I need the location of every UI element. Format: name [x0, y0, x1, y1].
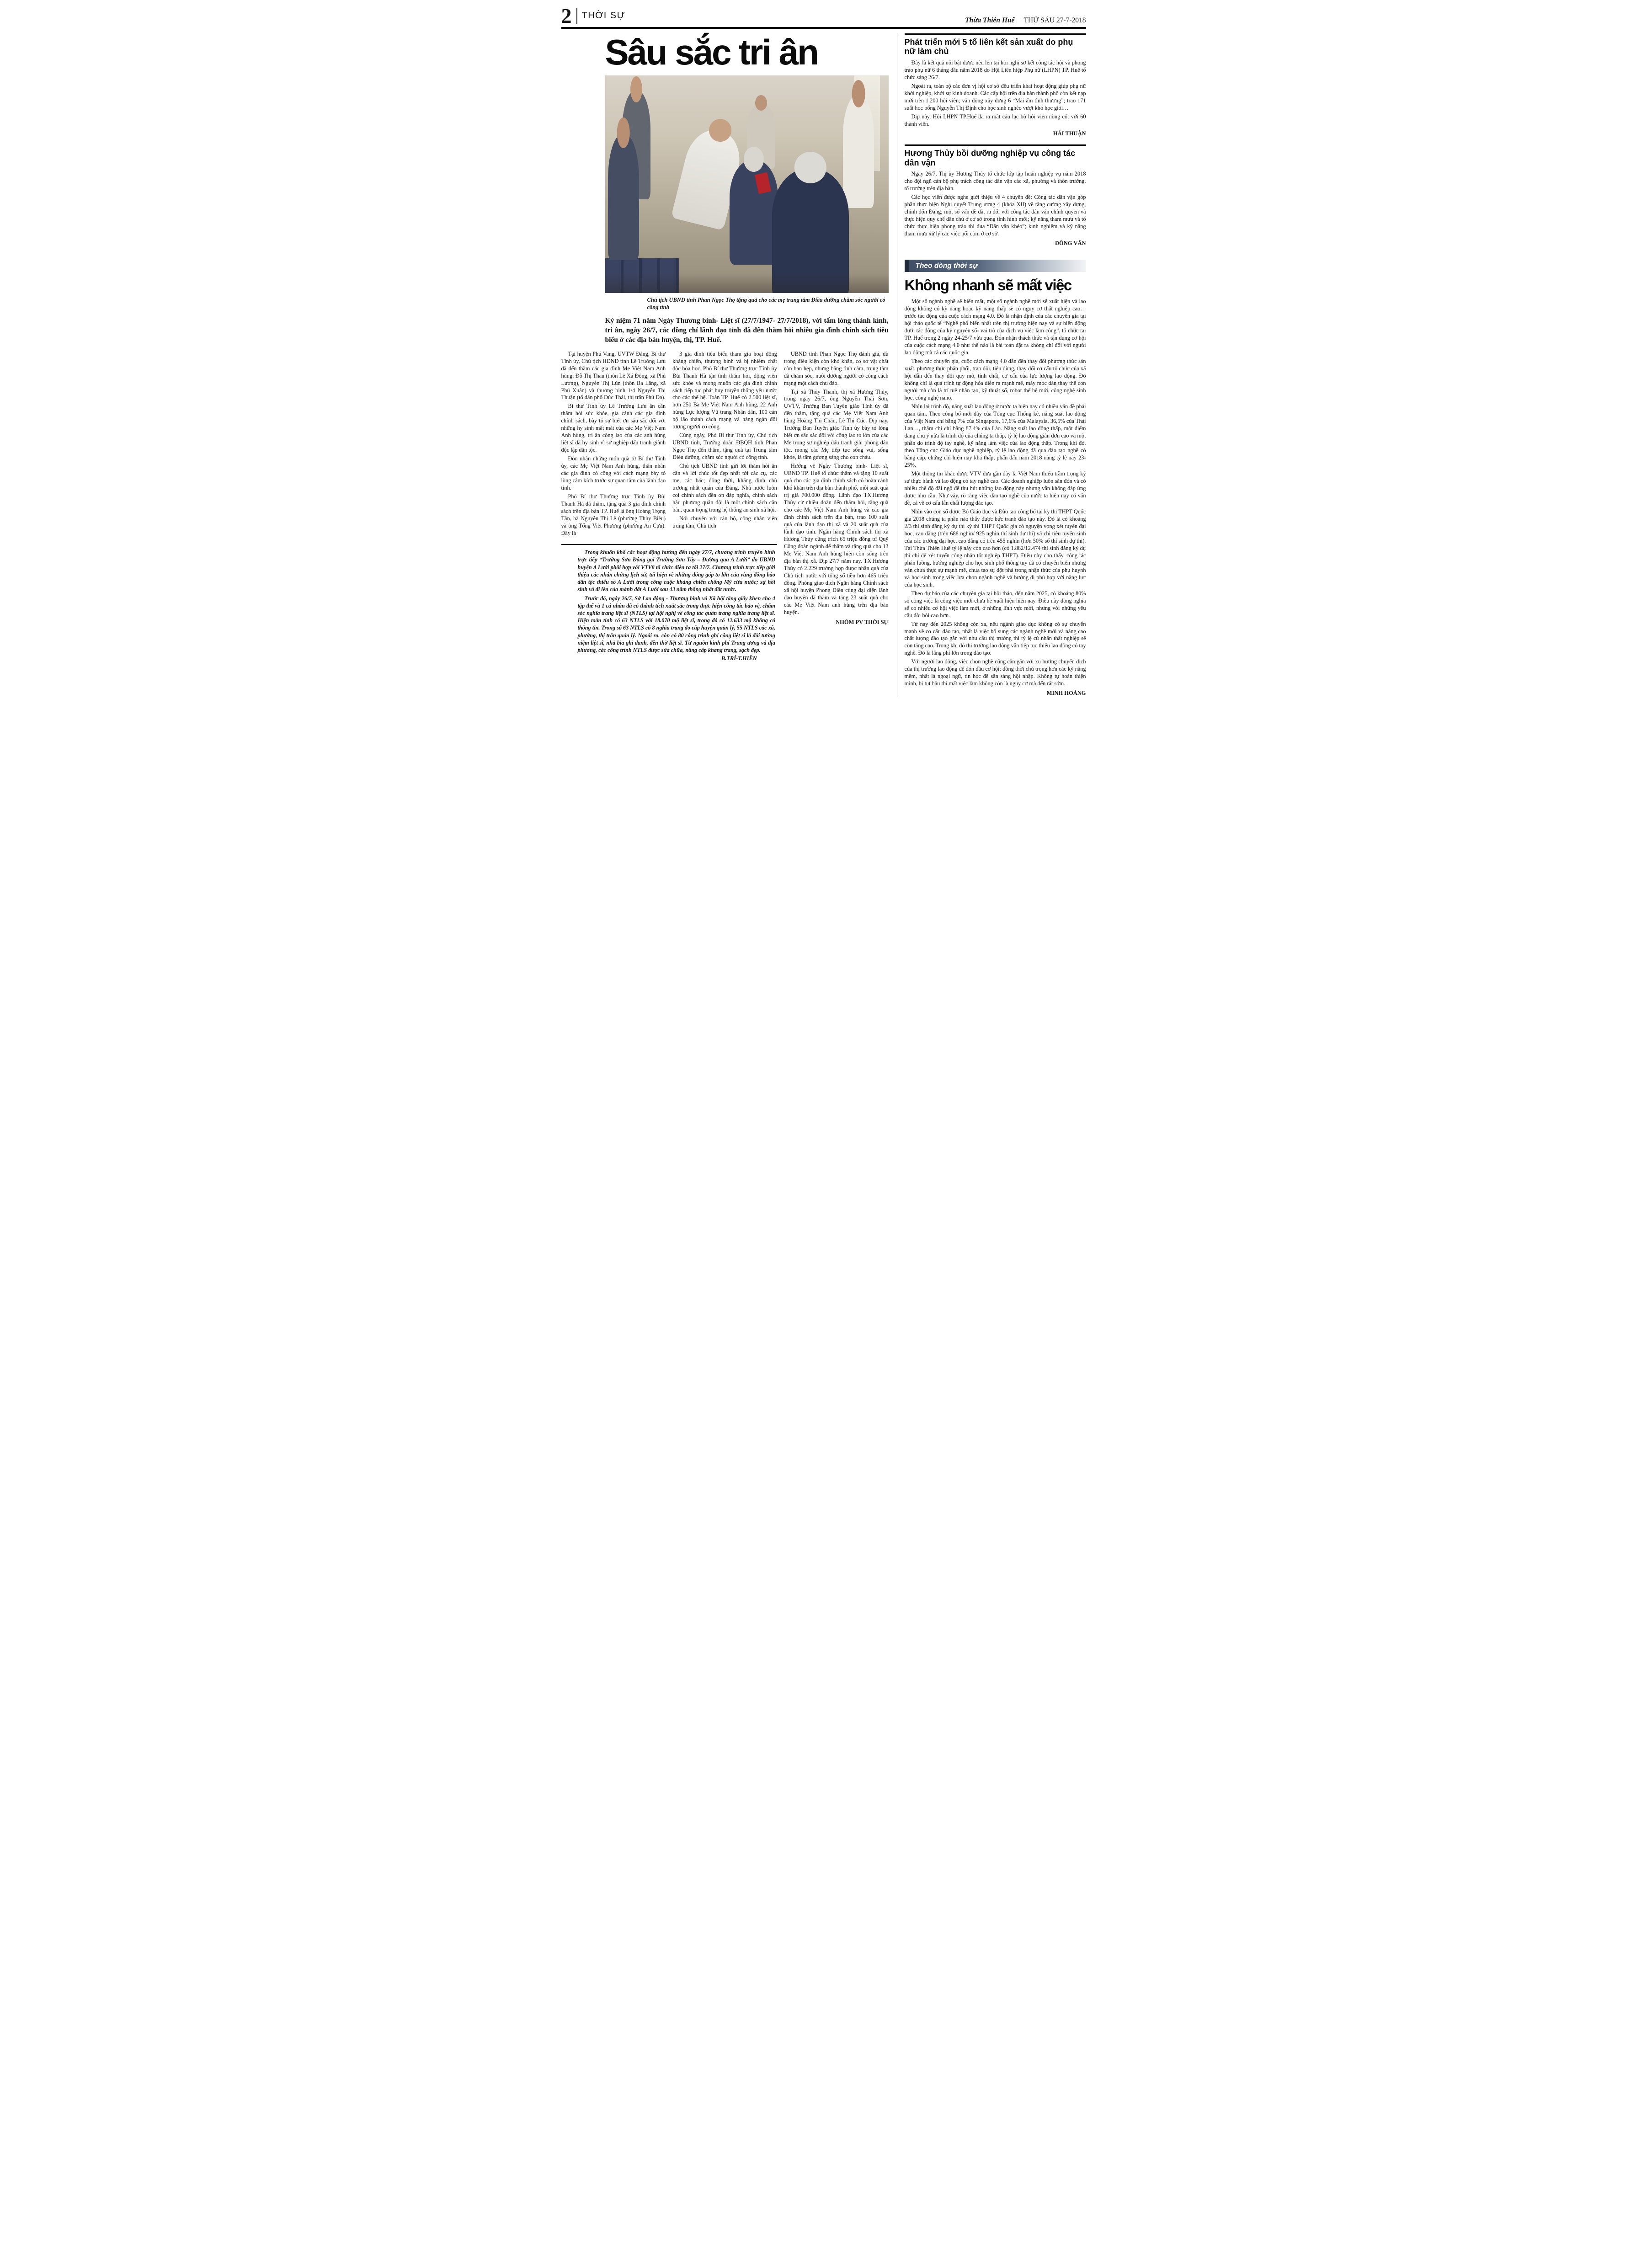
opinion-headline: Không nhanh sẽ mất việc: [904, 277, 1071, 294]
body-column-2: [672, 351, 777, 539]
note-byline: B.TRÍ-T.HIỀN: [721, 655, 757, 662]
paragraph: Phó Bí thư Thường trực Tỉnh ủy Bùi Thanh Hà đã thăm, tặng quà 3 gia đình chính sách trên địa bàn TP. Huế là ông Hoàng Trọng Tân, bà Nguyễn Thị Lê (phường Thủy Biều) và ông Tống Việt Phương (phường An Cựu). Đây là: [561, 493, 666, 537]
paragraph: Từ nay đến 2025 không còn xa, nếu ngành giáo dục không có sự chuyển mạnh về cơ cấu đào tạo, nhất là việc bổ sung các ngành nghề mới và nâng cao chất lượng đào tạo gắn với nhu cầu thị trường thì tỷ lệ cử nhân thất nghiệp sẽ còn tăng cao. Trong khi đó thị trường lao động vẫn tiếp tục thiếu lao động có tay nghề. Đó là lãng phí lớn trong đào tạo.: [904, 620, 1086, 656]
photo-background-shape: [605, 273, 889, 293]
masthead: [561, 4, 1086, 29]
sidebar-article-huong-thuy: [905, 144, 1086, 247]
body-column-3: [784, 351, 889, 662]
article-title: Hương Thủy bồi dưỡng nghiệp vụ công tác dân vận: [904, 148, 1076, 167]
article-byline: HẢI THUẬN: [1053, 130, 1086, 137]
paragraph: 3 gia đình tiêu biểu tham gia hoạt động kháng chiến, thương binh và bị nhiễm chất độc hóa học. Phó Bí thư Thường trực Tỉnh ủy Bùi Thanh Hà tận tình thăm hỏi, động viên sức khỏe và mong muốn các gia đình chính sách tiếp tục phát huy truyền thống yêu nước cho các thế hệ. Toàn TP. Huế có 2.500 liệt sĩ, hơn 250 Bà Mẹ Việt Nam Anh hùng, 22 Anh hùng Lực lượng Vũ trang Nhân dân, 100 cán bộ lão thành cách mạng và hàng ngàn đối tượng người có công.: [672, 350, 777, 430]
lead-paragraph: Kỷ niệm 71 năm Ngày Thương binh- Liệt sĩ (27/7/1947- 27/7/2018), với tấm lòng thành kính, tri ân, ngày 26/7, các đồng chí lãnh đạo tỉnh đã đến thăm hỏi nhiều gia đình chính sách tiêu biểu ở các địa bàn huyện, thị, TP. Huế.: [605, 316, 889, 344]
paragraph: Nhìn vào con số được Bộ Giáo dục và Đào tạo công bố tại kỳ thi THPT Quốc gia 2018 chúng ta phần nào thấy được bức tranh đào tạo này. Đó là có khoảng 2/3 thí sinh đăng ký dự thi kỳ thi THPT Quốc gia có nguyện vọng xét tuyển đại học, cao đẳng (trên 688 nghìn/ 925 nghìn thí sinh dự thi) và chỉ tiêu tuyển sinh của các trường đại học, cao đẳng có trên 455 nghìn (hơn 50% số thí sinh dự thi). Tại Thừa Thiên Huế tỷ lệ này còn cao hơn (có 1.882/12.474 thí sinh đăng ký dự thi chỉ để xét tuyển công nhận tốt nghiệp THPT). Điều này cho thấy, công tác phân luồng, hướng nghiệp cho học sinh phổ thông tuy đã có chuyển biến nhưng vẫn chưa thực sự mạnh mẽ, chưa tạo sự đột phá trong nhận thức của phụ huynh và học sinh trong việc lựa chọn ngành nghề và hướng đi phù hợp với năng lực của học sinh.: [904, 508, 1086, 588]
newspaper-page: [549, 0, 1098, 709]
paragraph: Ngày 26/7, Thị ủy Hương Thủy tổ chức lớp tập huấn nghiệp vụ năm 2018 cho đội ngũ cán bộ phụ trách công tác dân vận các xã, phường và thôn trưởng, tổ trưởng trên địa bàn.: [904, 171, 1086, 192]
paragraph: Ngoài ra, toàn bộ các đơn vị hội cơ sở đều triển khai hoạt động giúp phụ nữ khởi nghiệp, khởi sự kinh doanh. Các cấp hội trên địa bàn thành phố còn kết nạp mới trên 1.200 hội viên; vận động xây dựng 6 “Mái ấm tình thương”; trao 171 suất học bổng Nguyễn Thị Định cho học sinh nghèo vượt khó học giỏi…: [904, 83, 1086, 111]
masthead-left: [561, 4, 626, 27]
page-number: 2: [561, 4, 572, 27]
photo-person-silhouette: [843, 95, 874, 208]
note-paragraph: Trong khuôn khổ các hoạt động hướng đến ngày 27/7, chương trình truyền hình trực tiếp “Trường Sơn Đông gọi Trường Sơn Tây – Đường qua A Lưới” do UBND huyện A Lưới phối hợp với VTV8 tổ chức diễn ra tối 27/7. Chương trình trực tiếp giới thiệu các nhân chứng lịch sử, tái hiện về những đóng góp to lớn của vùng đồng bào dân tộc thiểu số A Lưới trong công cuộc kháng chiến chống Mỹ cứu nước; sự hồi sinh và đi lên của mảnh đất A Lưới sau 43 năm thống nhất đất nước.: [577, 549, 775, 593]
photo-figure-block: [605, 75, 889, 311]
paragraph: Với người lao động, việc chọn nghề cũng cần gắn với xu hướng chuyển dịch của thị trường lao động để đón đầu cơ hội; đồng thời chú trọng hơn các kỹ năng mềm, nhất là ngoại ngữ, tin học để sẵn sàng hội nhập. Không tự hoàn thiện mình, bị tụt hậu thì mất việc làm không còn là nguy cơ mà đến rất sớm.: [904, 658, 1086, 687]
article-photo: [605, 75, 889, 293]
paragraph: Các học viên được nghe giới thiệu về 4 chuyên đề: Công tác dân vận góp phần thực hiện Nghị quyết Trung ương 4 (khóa XII) về tăng cường xây dựng, chỉnh đốn Đảng; một số vấn đề đặt ra đối với công tác dân vận chính quyền và thực hiện quy chế dân chủ ở cơ sở trong tình hình mới; kỹ năng tham mưu và tổ chức thực hiện phong trào thi đua “Dân vận khéo”; kinh nghiệm và kỹ năng tham mưu xử lý các việc nổi cộm ở cơ sở.: [904, 194, 1086, 237]
paragraph: Theo các chuyên gia, cuộc cách mạng 4.0 dẫn đến thay đổi phương thức sản xuất, phương thức phân phối, trao đổi, tiêu dùng, thay đổi cơ cấu tổ chức của xã hội dẫn đến thay đổi quy mô, tính chất, cơ cấu của lực lượng lao động. Đó không chỉ là quá trình tự động hóa diễn ra mạnh mẽ, máy móc dần thay thế con người mà còn là trí tuệ nhân tạo, kỹ thuật số, robot thế hệ mới, công nghệ sinh học, công nghệ nano.: [904, 358, 1086, 401]
main-article-byline: NHÓM PV THỜI SỰ: [836, 619, 889, 626]
note-box: [561, 544, 777, 662]
article-columns: [561, 351, 889, 662]
issue-date: THỨ SÁU 27-7-2018: [1023, 16, 1086, 24]
kicker-accent-square: [905, 260, 909, 272]
paragraph: Đây là kết quả nổi bật được nêu lên tại hội nghị sơ kết công tác hội và phong trào phụ nữ 6 tháng đầu năm 2018 do Hội Liên hiệp Phụ nữ (LHPN) TP. Huế tổ chức sáng 26/7.: [904, 59, 1086, 81]
kicker-banner: [905, 260, 1086, 272]
opinion-byline: MINH HOÀNG: [1046, 690, 1086, 697]
page-content: [561, 33, 1086, 697]
paragraph: Theo dự báo của các chuyên gia tại hội thảo, đến năm 2025, có khoảng 80% số công việc là công việc mới chưa hề xuất hiện hiện nay. Điều này đồng nghĩa sẽ có nhiều cơ hội việc làm mới, ở những lĩnh vực mới, nhưng với những yêu cầu đòi hỏi cao hơn.: [904, 590, 1086, 619]
article-title: Phát triển mới 5 tổ liên kết sản xuất do phụ nữ làm chủ: [904, 37, 1073, 56]
paragraph: Một số ngành nghề sẽ biến mất, một số ngành nghề mới sẽ xuất hiện và lao động không có kỹ năng hoặc kỹ năng thấp sẽ có nguy cơ thất nghiệp cao… trước tác động của cuộc cách mạng 4.0. Đó là nhận định của các chuyên gia tại hội thảo quốc tế “Nghề phổ biến nhất trên thị trường hiện nay và sự biến động dưới tác động của kỷ nguyên số- vai trò của dịch vụ việc làm công”, tổ chức tại TP. Huế trong 2 ngày 24-25/7 vừa qua. Đón nhận thách thức và tận dụng cơ hội của cuộc cách mạng 4.0 như thế nào là bài toán đặt ra không chỉ đối với người lao động mà cả các quốc gia.: [904, 298, 1086, 356]
photo-person-silhouette: [730, 160, 778, 264]
paragraph: Đón nhận những món quà từ Bí thư Tỉnh ủy, các Mẹ Việt Nam Anh hùng, thân nhân các gia đình có công với cách mạng bày tỏ lòng cảm kích trước sự quan tâm của lãnh đạo tỉnh.: [561, 455, 666, 491]
body-column-1: [561, 351, 666, 539]
sidebar: [897, 33, 1086, 697]
paragraph: Nói chuyện với cán bộ, công nhân viên trung tâm, Chủ tịch: [672, 515, 777, 529]
photo-person-silhouette: [608, 134, 639, 260]
photo-caption: Chủ tịch UBND tỉnh Phan Ngọc Thọ tặng quà cho các mẹ trung tâm Điều dưỡng chăm sóc người có công tỉnh: [647, 296, 885, 311]
paragraph: Một thông tin khác được VTV đưa gần đây là Việt Nam thiếu trầm trọng kỹ sư thực hành và lao động có tay nghề cao. Các doanh nghiệp luôn săn đón và có nhiều chế độ đãi ngộ để thu hút những lao động này nhưng vẫn không đáp ứng được nhu cầu. Như vậy, rõ ràng việc đào tạo nghề của nước ta hiện nay có vấn đề, cả về cơ cấu lẫn chất lượng đào tạo.: [904, 470, 1086, 506]
section-title: THỜI SỰ: [581, 11, 626, 21]
feature-top: [605, 32, 889, 345]
main-headline: Sâu sắc tri ân: [605, 32, 818, 72]
article-byline: ĐÔNG VĂN: [1055, 240, 1086, 247]
paragraph: UBND tỉnh Phan Ngọc Thọ đánh giá, dù trong điều kiện còn khó khăn, cơ sở vật chất còn hạn hẹp, nhưng bằng tình cảm, trung tâm đã chăm sóc, nuôi dưỡng người có công cách mạng một cách chu đáo.: [784, 350, 889, 386]
paragraph: Tại huyện Phú Vang, UVTW Đảng, Bí thư Tỉnh ủy, Chủ tịch HĐND tỉnh Lê Trường Lưu đã đến thăm các gia đình Mẹ Việt Nam Anh hùng: Đỗ Thị Thau (thôn Lê Xá Đông, xã Phú Lương), Nguyễn Thị Lùn (thôn Ba Lăng, xã Phú Xuân) và thương binh 1/4 Nguyễn Thị Thuận (tổ dân phố Đức Thái, thị trấn Phú Đa).: [561, 350, 666, 401]
paragraph: Chủ tịch UBND tỉnh gửi lời thăm hỏi ân cần và lời chúc tốt đẹp nhất tới các cụ, các mẹ, các bác; đồng thời, khẳng định chủ trương nhất quán của Đảng, Nhà nước luôn coi chính sách đền ơn đáp nghĩa, chính sách hậu phương quân đội là một chính sách căn bản, quan trọng trong hệ thống an sinh xã hội.: [672, 463, 777, 513]
sidebar-article-women-union: [905, 33, 1086, 137]
newspaper-brand: Thừa Thiên Huế: [965, 16, 1015, 24]
paragraph: Bí thư Tỉnh ủy Lê Trường Lưu ân cần thăm hỏi sức khỏe, gia cảnh các gia đình chính sách, bày tỏ sự biết ơn sâu sắc đối với những hy sinh mất mát của các Mẹ Việt Nam Anh hùng, tri ân công lao của các anh hùng liệt sĩ đã hy sinh vì sự nghiệp đấu tranh giành độc lập dân tộc.: [561, 403, 666, 454]
paragraph: Hướng về Ngày Thương binh- Liệt sĩ, UBND TP. Huế tổ chức thăm và tặng 10 suất quà cho các gia đình chính sách có hoàn cảnh khó khăn trên địa bàn thành phố, mỗi suất quà trị giá 700.000 đồng. Lãnh đạo TX.Hương Thủy cử nhiều đoàn đến thăm hỏi, tặng quà cho các Mẹ Việt Nam Anh hùng và các gia đình chính sách trên địa bàn, trao 100 suất quà của lãnh đạo thị xã và 20 suất quà của lãnh đạo tỉnh. Ngân hàng Chính sách thị xã Hương Thủy cũng trích 65 triệu đồng từ Quỹ Công đoàn ngành để thăm và tặng quà cho 13 Mẹ Việt Nam Anh hùng hiện còn sống trên địa bàn thị xã. Dịp 27/7 năm nay, TX.Hương Thủy có 2.229 trường hợp được nhận quà của Chủ tịch nước với tổng số tiền hơn 465 triệu đồng. Phòng giao dịch Ngân hàng Chính sách xã hội huyện Phong Điền cùng đại diện lãnh đạo huyện đã thăm và tặng 23 suất quà cho các Mẹ Việt Nam anh hùng trên địa bàn huyện.: [784, 463, 889, 616]
paragraph: Tại xã Thủy Thanh, thị xã Hương Thủy, trong ngày 26/7, ông Nguyễn Thái Sơn, UVTV, Trưởng Ban Tuyên giáo Tỉnh ủy đã đến thăm, tặng quà các Mẹ Việt Nam Anh hùng Hoàng Thị Cháu, Lê Thị Cúc. Dịp này, Trưởng Ban Tuyên giáo Tỉnh ủy bày tỏ lòng biết ơn sâu sắc đối với công lao to lớn của các Mẹ trong sự nghiệp đấu tranh giải phóng dân tộc, mong các Mẹ tiếp tục sống vui, sống khỏe, là tấm gương sáng cho con cháu.: [784, 388, 889, 461]
kicker-label: Theo dòng thời sự: [915, 261, 978, 270]
masthead-right: [965, 16, 1086, 25]
note-paragraph: Trước đó, ngày 26/7, Sở Lao động - Thương binh và Xã hội tặng giấy khen cho 4 tập thể và 1 cá nhân đã có thành tích xuất sắc trong thực hiện công tác bảo vệ, chăm sóc nghĩa trang liệt sĩ (NTLS) tại hội nghị về công tác quản trang nghĩa trang liệt sĩ. Hiện toàn tỉnh có 63 NTLS với 18.070 mộ liệt sĩ, trong đó có 12.633 mộ không có thông tin. Trong số 63 NTLS có 8 nghĩa trang do cấp huyện quản lý, 55 NTLS các xã, phường, thị trấn quản lý. Ngoài ra, còn có 80 công trình ghi công liệt sĩ là đài tưởng niệm liệt sĩ, nhà bia ghi danh, đền thờ liệt sĩ. Từ nguồn kinh phí Trung ương và địa phương, các công trình NTLS được sửa chữa, nâng cấp khang trang, sạch đẹp.: [577, 595, 775, 654]
paragraph: Dịp này, Hội LHPN TP.Huế đã ra mắt câu lạc bộ hội viên nòng cốt với 60 thành viên.: [904, 113, 1086, 127]
main-article: [561, 33, 889, 697]
opinion-section: [905, 260, 1086, 697]
paragraph: Nhìn lại trình độ, năng suất lao động ở nước ta hiện nay có nhiều vấn đề phải quan tâm. Theo công bố mới đây của Tổng cục Thống kê, năng suất lao động của Việt Nam chỉ bằng 7% của Singapore, 17,6% của Malaysia, 36,5% của Thái Lan…, thậm chí chỉ bằng 87,4% của Lào. Năng suất lao động thấp, một điểm đáng chú ý nữa là trình độ của chúng ta thấp, tỷ lệ lao động giản đơn cao và một phần do trình độ tay nghề, kỹ năng làm việc của lao động thấp. Trong khi đó, theo Tổng cục Giáo dục nghề nghiệp, tỷ lệ lao động đã qua đào tạo nghề có bằng cấp, chứng chỉ hiện nay khá thấp, phấn đấu năm 2018 nâng tỷ lệ này 23-25%.: [904, 403, 1086, 468]
paragraph: Cùng ngày, Phó Bí thư Tỉnh ủy, Chủ tịch UBND tỉnh, Trưởng đoàn ĐBQH tỉnh Phan Ngọc Thọ đến thăm, tặng quà tại Trung tâm Điều dưỡng, chăm sóc người có công tỉnh.: [672, 432, 777, 461]
masthead-divider: [576, 8, 577, 24]
